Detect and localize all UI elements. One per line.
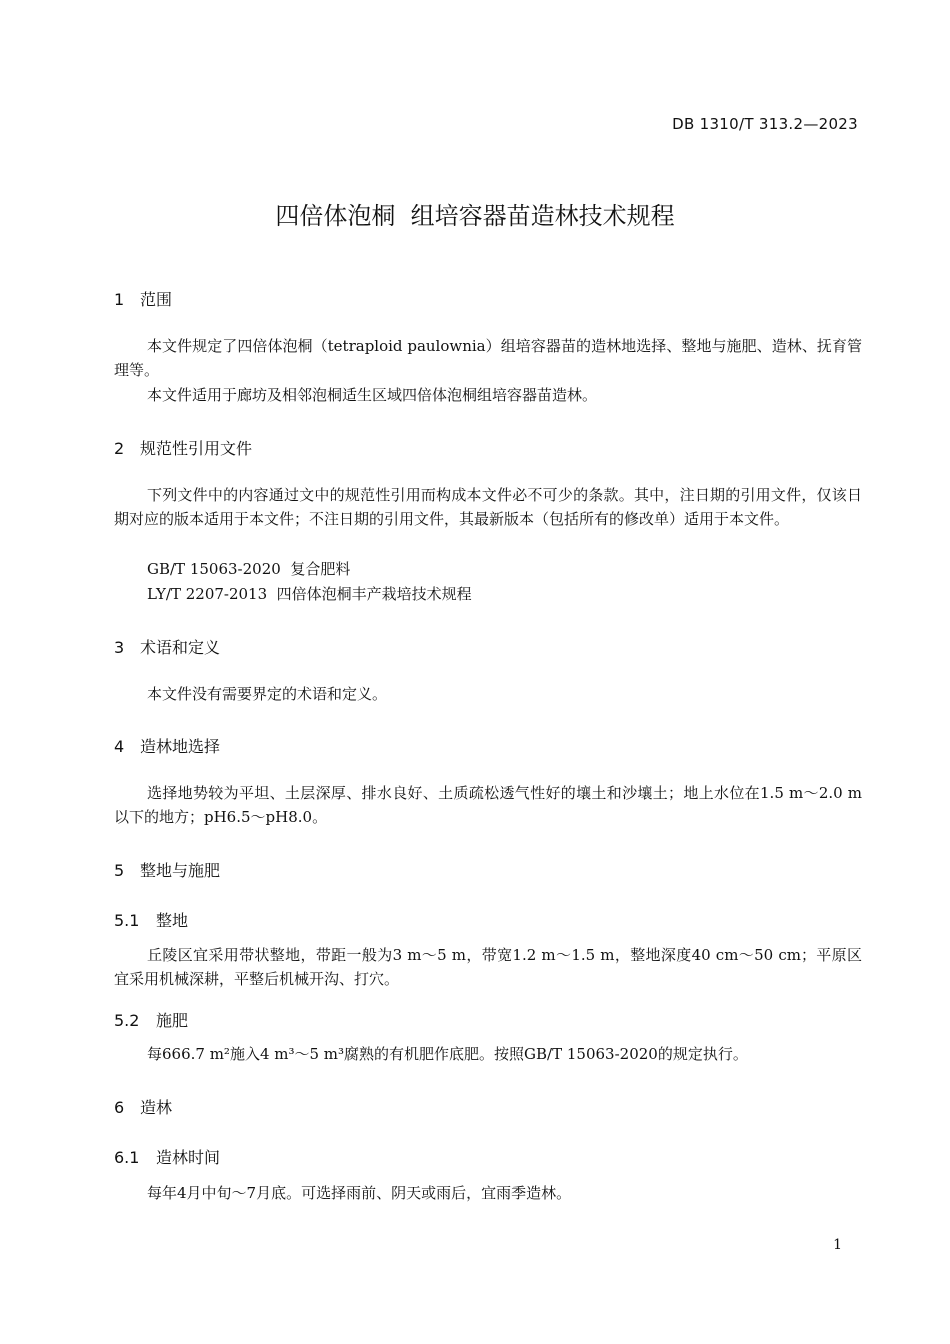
section-2-number: 2: [114, 439, 125, 458]
section-4-title: 造林地选择: [140, 737, 221, 756]
section-6-1-paragraph-1: 每年4月中旬～7月底。可选择雨前、阴天或雨后，宜雨季造林。: [147, 1184, 572, 1202]
section-5-1-paragraph-1: 丘陵区宜采用带状整地，带距一般为3 m～5 m，带宽1.2 m～1.5 m，整地深度40 cm～50 cm；平原区宜采用机械深耕，平整后机械开沟、打穴。: [114, 946, 862, 988]
section-4-paragraph-1: 选择地势较为平坦、土层深厚、排水良好、土质疏松透气性好的壤土和沙壤土；地上水位在1.5 m～2.0 m以下的地方；pH6.5～pH8.0。: [114, 784, 862, 826]
document-title: 四倍体泡桐 组培容器苗造林技术规程: [275, 202, 675, 230]
reference-item-2: LY/T 2207-2013 四倍体泡桐丰产栽培技术规程: [147, 585, 472, 603]
section-3-heading: [114, 635, 220, 658]
section-6-heading: [114, 1095, 172, 1118]
section-3-title: 术语和定义: [140, 638, 221, 657]
section-6-1-title: 造林时间: [156, 1148, 221, 1167]
section-5-2-heading: [114, 1008, 188, 1031]
section-6-number: 6: [114, 1098, 125, 1117]
section-5-2-title: 施肥: [156, 1011, 189, 1030]
section-6-title: 造林: [140, 1098, 173, 1117]
section-4-heading: [114, 734, 220, 757]
document-code: DB 1310/T 313.2—2023: [672, 115, 858, 133]
section-5-title: 整地与施肥: [140, 861, 221, 880]
page-number: 1: [833, 1237, 842, 1253]
section-1-title: 范围: [140, 290, 173, 309]
section-5-number: 5: [114, 861, 125, 880]
section-5-1-heading: [114, 908, 188, 931]
section-2-title: 规范性引用文件: [140, 439, 253, 458]
section-6-1-number: 6.1: [114, 1148, 140, 1167]
section-4-number: 4: [114, 737, 125, 756]
section-5-2-paragraph-1: 每666.7 m²施入4 m³～5 m³腐熟的有机肥作底肥。按照GB/T 15063-2020的规定执行。: [147, 1045, 748, 1063]
section-5-1-title: 整地: [156, 911, 189, 930]
section-3-number: 3: [114, 638, 125, 657]
section-3-paragraph-1: 本文件没有需要界定的术语和定义。: [147, 685, 388, 703]
section-2-heading: [114, 436, 252, 459]
section-1-number: 1: [114, 290, 125, 309]
section-5-1-number: 5.1: [114, 911, 140, 930]
section-2-paragraph-1: 下列文件中的内容通过文中的规范性引用而构成本文件必不可少的条款。其中，注日期的引用文件，仅该日期对应的版本适用于本文件；不注日期的引用文件，其最新版本（包括所有的修改单）适用于本文件。: [114, 486, 862, 528]
section-1-paragraph-1: 本文件规定了四倍体泡桐（tetraploid paulownia）组培容器苗的造林地选择、整地与施肥、造林、抚育管理等。: [114, 337, 862, 379]
section-1-heading: [114, 287, 172, 310]
section-6-1-heading: [114, 1145, 220, 1168]
section-5-2-number: 5.2: [114, 1011, 140, 1030]
section-1-paragraph-2: 本文件适用于廊坊及相邻泡桐适生区域四倍体泡桐组培容器苗造林。: [147, 386, 598, 404]
reference-item-1: GB/T 15063-2020 复合肥料: [147, 560, 351, 578]
section-5-heading: [114, 858, 220, 881]
